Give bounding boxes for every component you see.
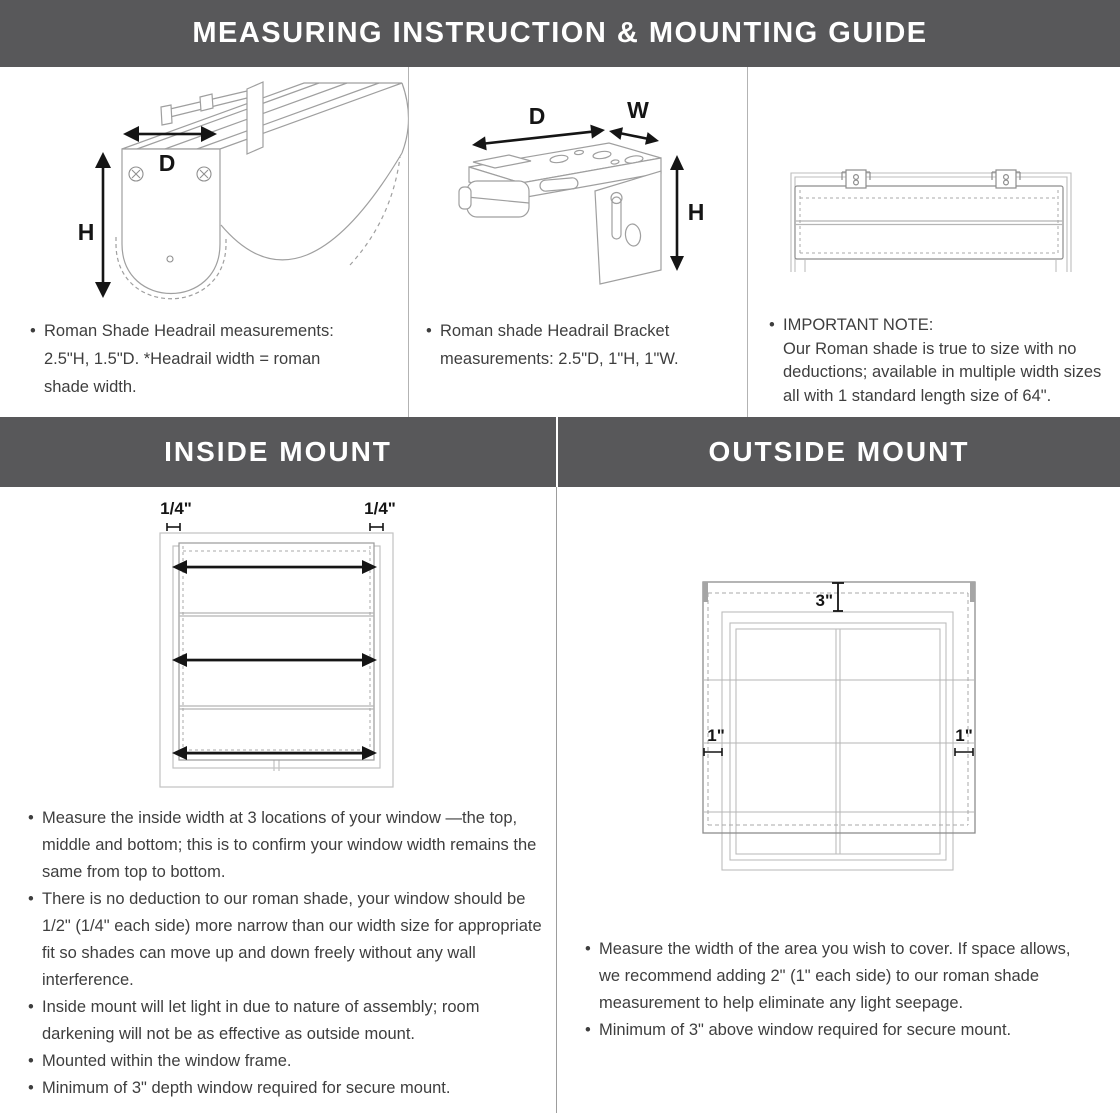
bracket-tab-left bbox=[703, 582, 708, 602]
inside-mount-notes bbox=[28, 805, 544, 1102]
outside-mount-header: OUTSIDE MOUNT bbox=[708, 436, 970, 467]
dim-label-one-left: 1" bbox=[707, 726, 725, 745]
dim-label-w: W bbox=[627, 97, 649, 123]
outside-mount-notes bbox=[585, 936, 1085, 1044]
mount-headers-band bbox=[0, 417, 1120, 487]
bracket-drawing bbox=[459, 143, 661, 284]
bullet-item bbox=[426, 317, 736, 373]
window-frame bbox=[722, 612, 953, 870]
dim-label-d: D bbox=[158, 150, 176, 176]
shade bbox=[179, 543, 374, 760]
note-heading: IMPORTANT NOTE: bbox=[783, 316, 934, 334]
dim-label-quarter-right: 1/4" bbox=[364, 499, 396, 518]
dim-label-one-right: 1" bbox=[955, 726, 973, 745]
bullet-text: • Measure the inside width at 3 locations of your window —the top, middle and bottom; this is to confirm your window width remains the same from top to bottom. bbox=[42, 809, 537, 881]
shade-and-brackets bbox=[795, 170, 1063, 259]
headrail-drawing bbox=[116, 82, 408, 299]
dim-label-h: H bbox=[77, 219, 95, 245]
headrail-panel bbox=[0, 67, 408, 417]
three-inch-marker bbox=[815, 583, 844, 611]
bullet-item bbox=[585, 1017, 1085, 1044]
headrail-notes bbox=[30, 317, 360, 401]
bullet-item bbox=[30, 317, 360, 401]
bullet-item bbox=[585, 936, 1085, 1017]
page-title: MEASURING INSTRUCTION & MOUNTING GUIDE bbox=[192, 17, 928, 49]
bullet-text: • Mounted within the window frame. bbox=[42, 1052, 292, 1070]
dim-label-d: D bbox=[528, 103, 546, 129]
bracket-diagram bbox=[409, 67, 747, 317]
inside-mount-header: INSIDE MOUNT bbox=[164, 436, 392, 467]
dim-label-quarter-left: 1/4" bbox=[160, 499, 192, 518]
bullet-text: • Inside mount will let light in due to nature of assembly; room darkening will not be as effective as outside mount. bbox=[42, 998, 480, 1043]
inside-mount-panel bbox=[0, 487, 557, 1120]
bullet-text: • Minimum of 3" above window required for secure mount. bbox=[599, 1021, 1012, 1039]
bullet-text: • Roman shade Headrail Bracket measurements: 2.5"D, 1"H, 1"W. bbox=[440, 322, 679, 368]
outside-mount-header-cell bbox=[558, 417, 1120, 487]
bullet-item bbox=[28, 994, 544, 1048]
note-body bbox=[783, 314, 1109, 408]
important-note bbox=[769, 314, 1109, 408]
shade bbox=[703, 582, 975, 833]
bracket-panel bbox=[408, 67, 747, 417]
bracket-notes bbox=[426, 317, 736, 373]
bullet-item bbox=[28, 805, 544, 886]
dim-label-h: H bbox=[687, 199, 705, 225]
bullet-text: • There is no deduction to our roman shade, your window should be 1/2" (1/4" each side) more narrow than our width size for appropriate fit so shades can move up and down freely without any wall interference. bbox=[42, 890, 542, 989]
quarter-inch-markers bbox=[160, 499, 396, 531]
top-section bbox=[0, 67, 1120, 417]
mount-details-section bbox=[0, 487, 1120, 1120]
one-inch-markers bbox=[704, 726, 973, 756]
bullet-item bbox=[28, 1048, 544, 1075]
inside-mount-header-cell bbox=[0, 417, 556, 487]
bullet-item bbox=[28, 886, 544, 994]
mounted-shade-diagram bbox=[748, 67, 1120, 317]
shade-stitch-lines bbox=[708, 593, 968, 825]
bullet-text: • Measure the width of the area you wish to cover. If space allows, we recommend adding 2" (1" each side) to our roman shade measurement to help eliminate any light seepage. bbox=[599, 940, 1071, 1012]
outside-mount-diagram bbox=[650, 560, 1050, 900]
dim-label-three: 3" bbox=[815, 591, 833, 610]
headrail-diagram bbox=[0, 67, 408, 317]
bullet-text: • Roman Shade Headrail measurements: 2.5"H, 1.5"D. *Headrail width = roman shade width. bbox=[44, 322, 334, 396]
bullet-text: • Minimum of 3" depth window required for secure mount. bbox=[42, 1079, 451, 1097]
outside-mount-panel bbox=[557, 487, 1120, 1120]
note-text: Our Roman shade is true to size with no deductions; available in multiple width sizes all with 1 standard length size of 64". bbox=[783, 339, 1102, 405]
note-panel bbox=[747, 67, 1120, 417]
bullet-item bbox=[769, 314, 1109, 408]
bracket-tab-right bbox=[970, 582, 975, 602]
bullet-item bbox=[28, 1075, 544, 1102]
title-banner bbox=[0, 0, 1120, 67]
inside-mount-diagram bbox=[120, 490, 450, 800]
